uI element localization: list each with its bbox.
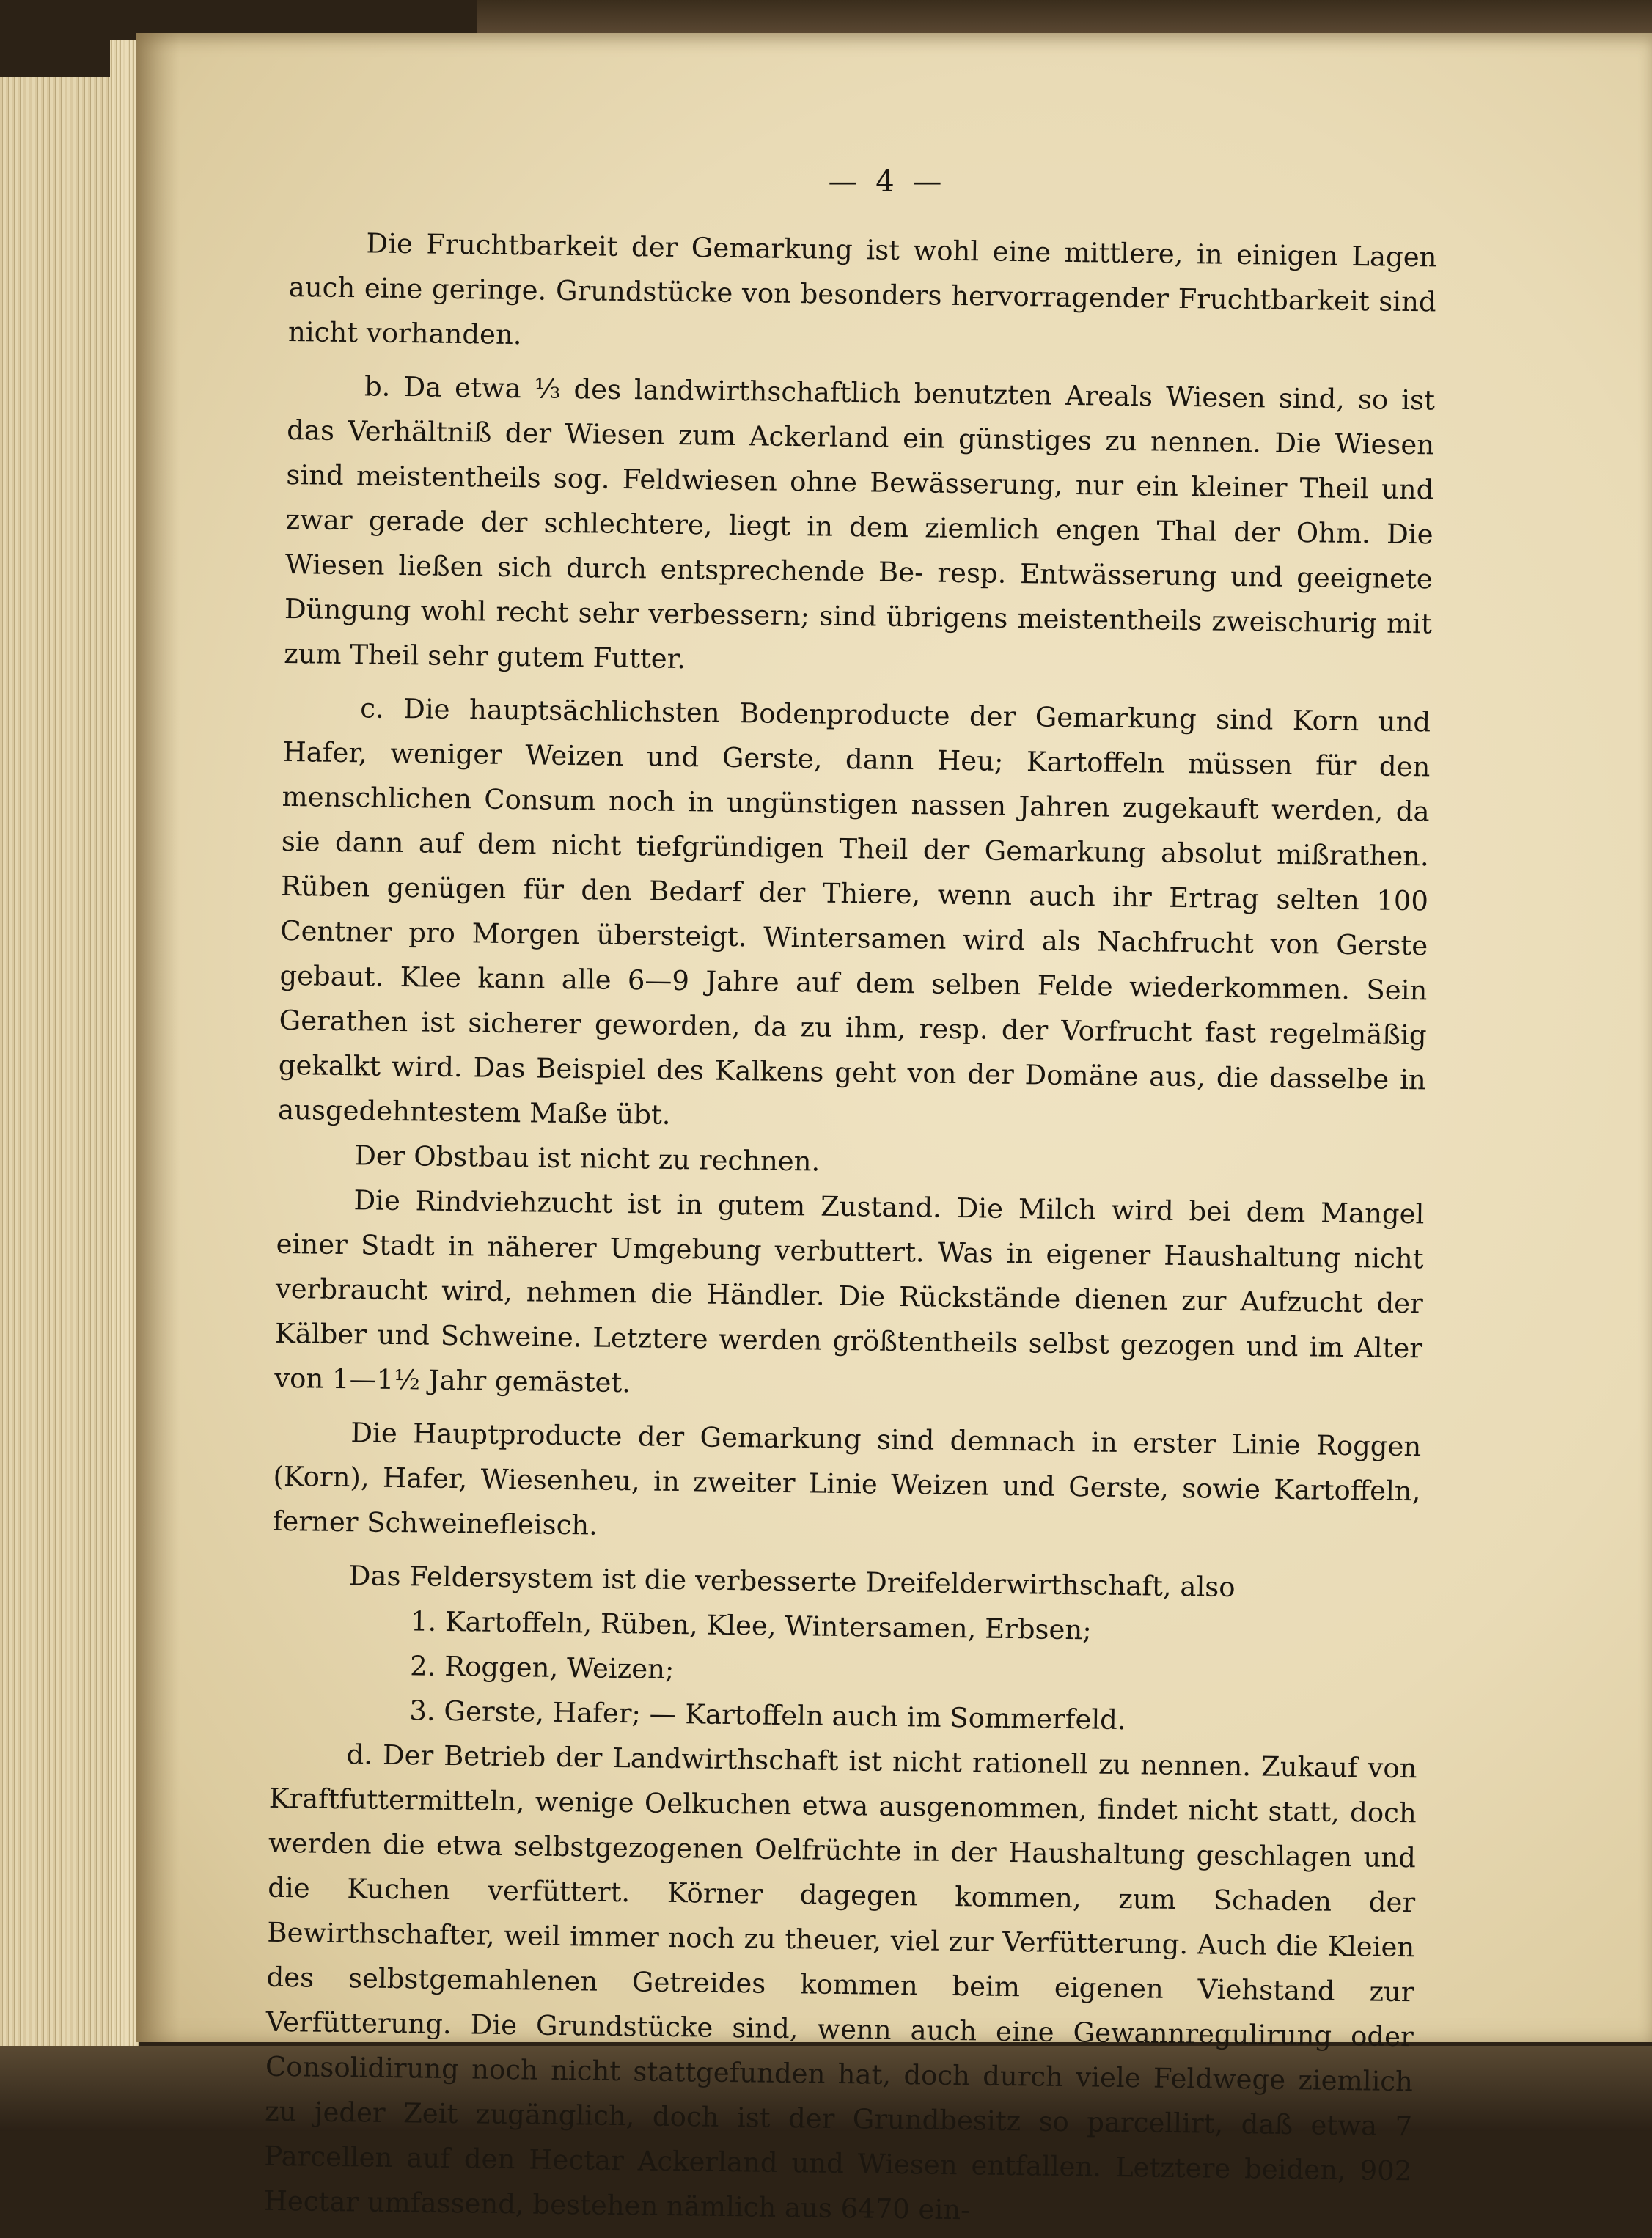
paragraph-feldersystem: Das Feldersystem ist die verbesserte Dreifelderwirthschaft, also bbox=[348, 1560, 1236, 1604]
crop-rotation-list bbox=[270, 1597, 1419, 1746]
section-label-d: d. bbox=[346, 1739, 373, 1771]
paragraph-d bbox=[263, 1731, 1417, 2238]
page-gutter-shadow bbox=[136, 33, 180, 2042]
crop-rotation-item: 2. Roggen, Weizen; bbox=[409, 1650, 675, 1686]
paragraph-d-text: Der Betrieb der Landwirthschaft ist nicht rationell zu nennen. Zukauf von Kraftfuttermitteln, wenige Oelkuchen etwa ausgenommen, findet nicht statt, doch werden die etwa selbstgezogenen Oelfrüchte in der Haushaltung geschlagen und die Kuchen verfüttert. Körner dagegen kommen, zum Schaden der Bewirthschafter, weil immer noch zu theuer, viel zur Verfütterung. Auch die Kleien des selbstgemahlenen Getreides kommen beim eigenen Viehstand zur Verfütterung. Die Grundstücke sind, wenn auch eine Gewannregulirung oder Consolidirung noch nicht stattgefunden hat, doch durch viele Feldwege ziemlich zu jeder Zeit zugänglich, doch ist der Grundbesitz so parcellirt, daß etwa 7 Parcellen auf den Hectar Ackerland und Wiesen entfallen. Letztere beiden, 902 Hectar umfassend, bestehen nämlich aus 6470 ein- bbox=[263, 1739, 1417, 2226]
section-label-c: c. bbox=[360, 692, 385, 724]
paragraph-b-text: Da etwa ⅓ des landwirthschaftlich benutzten Areals Wiesen sind, so ist das Verhältniß der Wiesen zum Ackerland ein günstiges zu nennen. Die Wiesen sind meistentheils sog. Feldwiesen ohne Bewässerung, nur ein kleiner Theil und zwar gerade der schlechtere, liegt in dem ziemlich engen Thal der Ohm. Die Wiesen ließen sich durch entsprechende Be- resp. Entwässerung und geeignete Düngung wohl recht sehr verbessern; sind übrigens meistentheils zweischurig mit zum Theil sehr gutem Futter. bbox=[283, 371, 1436, 675]
paragraph-hauptproducte: Die Hauptproducte der Gemarkung sind demnach in erster Linie Roggen (Korn), Hafer, Wiesenheu, in zweiter Linie Weizen und Gerste, sowie Kartoffeln, ferner Schweinefleisch. bbox=[272, 1417, 1422, 1541]
paragraph-c bbox=[278, 685, 1431, 1147]
paragraph-fruchtbarkeit: Die Fruchtbarkeit der Gemarkung ist wohl eine mittlere, in einigen Lagen auch eine geringe. Grundstücke von besonders hervorragender Fruchtbarkeit sind nicht vorhanden. bbox=[287, 227, 1437, 351]
paragraph-obstbau: Der Obstbau ist nicht zu rechnen. bbox=[354, 1140, 821, 1178]
page-number: — 4 — bbox=[828, 165, 947, 199]
page-stack-left bbox=[0, 77, 111, 2057]
page-stack-inner bbox=[110, 40, 139, 2050]
crop-rotation-item: 3. Gerste, Hafer; — Kartoffeln auch im Sommerfeld. bbox=[409, 1695, 1126, 1736]
paragraph-b bbox=[284, 363, 1435, 691]
crop-rotation-item: 1. Kartoffeln, Rüben, Klee, Wintersamen, Erbsen; bbox=[410, 1605, 1093, 1646]
section-label-b: b. bbox=[364, 370, 391, 403]
paragraph-rindviehzucht: Die Rindviehzucht ist in gutem Zustand. Die Milch wird bei dem Mangel einer Stadt in näherer Umgebung verbuttert. Was in eigener Haushaltung nicht verbraucht wird, nehmen die Händler. Die Rückstände dienen zur Aufzucht der Kälber und Schweine. Letztere werden größtentheils selbst gezogen und im Alter von 1—1½ Jahr gemästet. bbox=[274, 1184, 1425, 1399]
paragraph-c-text: Die hauptsächlichsten Bodenproducte der Gemarkung sind Korn und Hafer, weniger Weizen und Gerste, dann Heu; Kartoffeln müssen für den menschlichen Consum noch in ungünstigen nassen Jahren zugekauft werden, da sie dann auf dem nicht tiefgründigen Theil der Gemarkung absolut mißrathen. Rüben genügen für den Bedarf der Thiere, wenn auch ihr Ertrag selten 100 Centner pro Morgen übersteigt. Wintersamen wird als Nachfrucht von Gerste gebaut. Klee kann alle 6—9 Jahre auf dem selben Felde wiederkommen. Sein Gerathen ist sicherer geworden, da zu ihm, resp. der Vorfrucht fast regelmäßig gekalkt wird. Das Beispiel des Kalkens geht von der Domäne aus, die dasselbe in ausgedehntestem Maße übt. bbox=[277, 693, 1431, 1131]
page-body bbox=[263, 220, 1437, 2238]
